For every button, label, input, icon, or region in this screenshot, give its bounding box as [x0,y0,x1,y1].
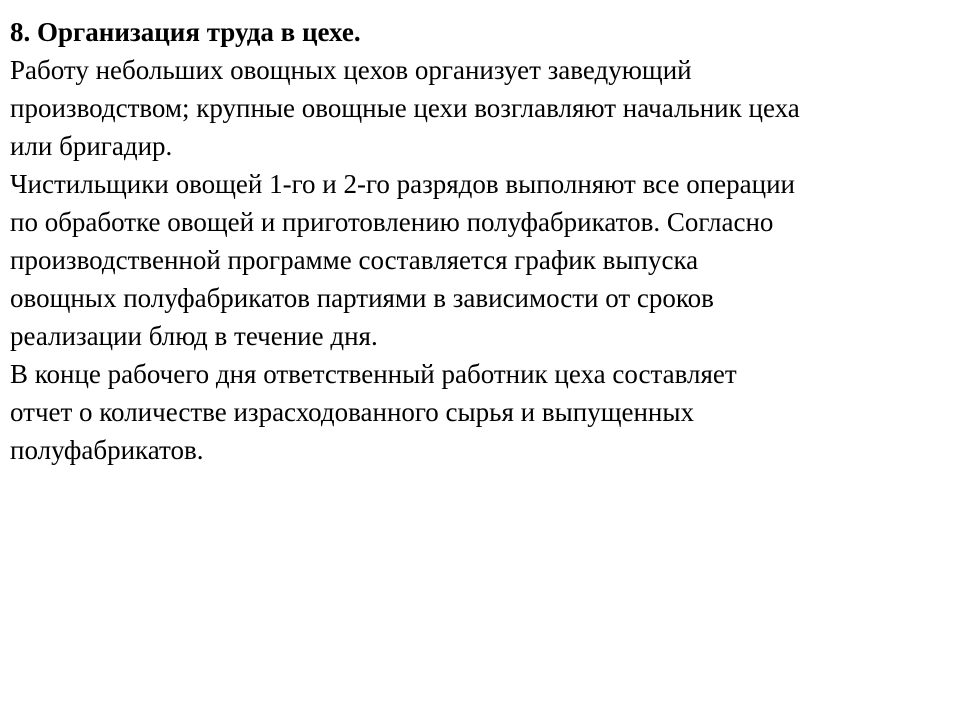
slide-text-block [10,13,955,469]
text-line: Работу небольших овощных цехов организует заведующий [10,55,692,85]
paragraph-workers [10,165,955,355]
text-line: полуфабрикатов. [10,435,204,465]
text-line: производством; крупные овощные цехи возглавляют начальник цеха [10,93,800,123]
text-line: Чистильщики овощей 1-го и 2-го разрядов выполняют все операции [10,169,795,199]
paragraph-management [10,51,955,165]
text-line: по обработке овощей и приготовлению полуфабрикатов. Согласно [10,207,774,237]
text-line: реализации блюд в течение дня. [10,321,378,351]
text-line: производственной программе составляется график выпуска [10,245,699,275]
text-line: отчет о количестве израсходованного сырья и выпущенных [10,397,695,427]
text-line: или бригадир. [10,131,173,161]
paragraph-report [10,355,955,469]
text-line: овощных полуфабрикатов партиями в зависимости от сроков [10,283,714,313]
text-line: В конце рабочего дня ответственный работник цеха составляет [10,359,737,389]
slide-heading: 8. Организация труда в цехе. [10,17,361,47]
